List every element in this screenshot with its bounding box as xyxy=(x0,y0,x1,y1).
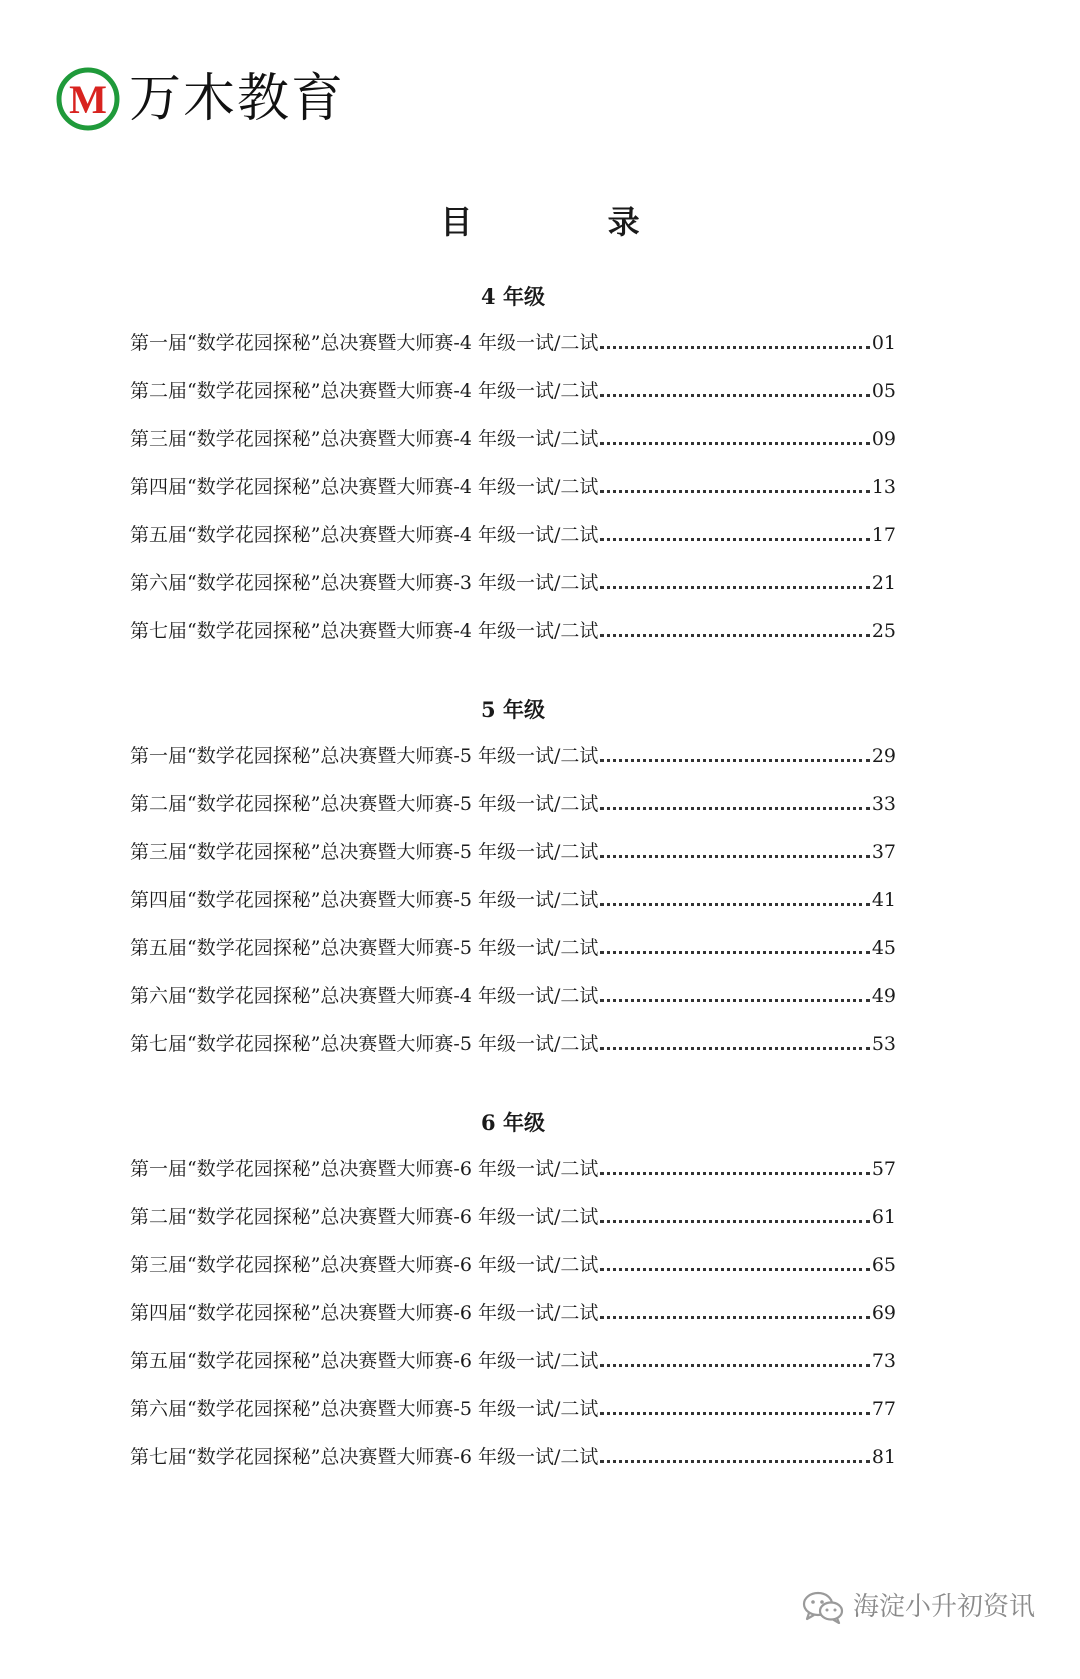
entry-page-number: 13 xyxy=(871,476,896,498)
brand-m-icon xyxy=(55,66,121,132)
entry-label: 第五届“数学花园探秘”总决赛暨大师赛-4 年级一试/二试 xyxy=(130,524,599,546)
entry-page-number: 81 xyxy=(871,1446,896,1468)
entry-page-number: 73 xyxy=(871,1350,896,1372)
entry-page-number: 77 xyxy=(871,1398,896,1420)
entry-page-number: 45 xyxy=(871,937,896,959)
toc-entry[interactable] xyxy=(130,740,896,788)
toc-entry[interactable] xyxy=(130,1028,896,1076)
dot-leader xyxy=(600,586,869,589)
entry-page-number: 25 xyxy=(871,620,896,642)
toc-entry[interactable] xyxy=(130,615,896,663)
dot-leader xyxy=(600,1316,869,1319)
brand-name: 万木教育 xyxy=(129,69,346,129)
dot-leader xyxy=(600,490,869,493)
toc-entry[interactable] xyxy=(130,471,896,519)
entry-label: 第七届“数学花园探秘”总决赛暨大师赛-4 年级一试/二试 xyxy=(130,620,599,642)
dot-leader xyxy=(600,1220,869,1223)
dot-leader xyxy=(600,634,869,637)
entry-page-number: 69 xyxy=(871,1302,896,1324)
dot-leader xyxy=(600,538,869,541)
dot-leader xyxy=(600,1268,869,1271)
entry-page-number: 21 xyxy=(871,572,896,594)
dot-leader xyxy=(600,951,869,954)
entry-label: 第四届“数学花园探秘”总决赛暨大师赛-6 年级一试/二试 xyxy=(130,1302,599,1324)
dot-leader xyxy=(600,807,869,810)
entry-label: 第一届“数学花园探秘”总决赛暨大师赛-4 年级一试/二试 xyxy=(130,332,599,354)
toc-entry[interactable] xyxy=(130,567,896,615)
toc-entry[interactable] xyxy=(130,519,896,567)
dot-leader xyxy=(600,1047,869,1050)
dot-leader xyxy=(600,442,869,445)
toc-entry[interactable] xyxy=(130,1297,896,1345)
entry-page-number: 29 xyxy=(871,745,896,767)
dot-leader xyxy=(600,903,869,906)
section-grade-6 xyxy=(130,1108,896,1489)
dot-leader xyxy=(600,346,869,349)
entry-label: 第四届“数学花园探秘”总决赛暨大师赛-5 年级一试/二试 xyxy=(130,889,599,911)
entry-page-number: 65 xyxy=(871,1254,896,1276)
toc-entry[interactable] xyxy=(130,788,896,836)
entry-label: 第五届“数学花园探秘”总决赛暨大师赛-6 年级一试/二试 xyxy=(130,1350,599,1372)
toc-entry[interactable] xyxy=(130,1153,896,1201)
watermark xyxy=(801,1590,1035,1624)
entry-page-number: 37 xyxy=(871,841,896,863)
entry-label: 第七届“数学花园探秘”总决赛暨大师赛-6 年级一试/二试 xyxy=(130,1446,599,1468)
entry-label: 第三届“数学花园探秘”总决赛暨大师赛-6 年级一试/二试 xyxy=(130,1254,599,1276)
toc-entry[interactable] xyxy=(130,932,896,980)
entry-label: 第二届“数学花园探秘”总决赛暨大师赛-4 年级一试/二试 xyxy=(130,380,599,402)
section-heading: 6 年级 xyxy=(481,1110,545,1135)
dot-leader xyxy=(600,759,869,762)
toc-entry[interactable] xyxy=(130,1393,896,1441)
entry-label: 第五届“数学花园探秘”总决赛暨大师赛-5 年级一试/二试 xyxy=(130,937,599,959)
entry-label: 第六届“数学花园探秘”总决赛暨大师赛-3 年级一试/二试 xyxy=(130,572,599,594)
toc-entry[interactable] xyxy=(130,980,896,1028)
brand-logo xyxy=(55,66,345,132)
section-grade-5 xyxy=(130,695,896,1076)
section-heading: 5 年级 xyxy=(481,697,545,722)
entry-label: 第六届“数学花园探秘”总决赛暨大师赛-5 年级一试/二试 xyxy=(130,1398,599,1420)
dot-leader xyxy=(600,1412,869,1415)
entry-label: 第二届“数学花园探秘”总决赛暨大师赛-5 年级一试/二试 xyxy=(130,793,599,815)
dot-leader xyxy=(600,1364,869,1367)
entry-label: 第二届“数学花园探秘”总决赛暨大师赛-6 年级一试/二试 xyxy=(130,1206,599,1228)
section-grade-4 xyxy=(130,282,896,663)
entry-page-number: 01 xyxy=(871,332,896,354)
toc-entry[interactable] xyxy=(130,884,896,932)
entry-label: 第六届“数学花园探秘”总决赛暨大师赛-4 年级一试/二试 xyxy=(130,985,599,1007)
entry-page-number: 09 xyxy=(871,428,896,450)
entry-page-number: 57 xyxy=(871,1158,896,1180)
entry-label: 第四届“数学花园探秘”总决赛暨大师赛-4 年级一试/二试 xyxy=(130,476,599,498)
section-heading: 4 年级 xyxy=(481,284,545,309)
dot-leader xyxy=(600,855,869,858)
toc-entry[interactable] xyxy=(130,1441,896,1489)
dot-leader xyxy=(600,1460,869,1463)
watermark-text: 海淀小升初资讯 xyxy=(852,1592,1035,1622)
entry-page-number: 41 xyxy=(871,889,896,911)
entry-page-number: 05 xyxy=(871,380,896,402)
entry-page-number: 53 xyxy=(871,1033,896,1055)
toc-entry[interactable] xyxy=(130,1345,896,1393)
dot-leader xyxy=(600,394,869,397)
wechat-icon xyxy=(801,1590,845,1624)
entry-page-number: 61 xyxy=(871,1206,896,1228)
entry-label: 第一届“数学花园探秘”总决赛暨大师赛-6 年级一试/二试 xyxy=(130,1158,599,1180)
toc-entry[interactable] xyxy=(130,1201,896,1249)
svg-text:M: M xyxy=(69,77,107,122)
dot-leader xyxy=(600,1172,869,1175)
entry-label: 第三届“数学花园探秘”总决赛暨大师赛-4 年级一试/二试 xyxy=(130,428,599,450)
entry-page-number: 49 xyxy=(871,985,896,1007)
entry-label: 第七届“数学花园探秘”总决赛暨大师赛-5 年级一试/二试 xyxy=(130,1033,599,1055)
toc-entry[interactable] xyxy=(130,327,896,375)
entry-page-number: 17 xyxy=(871,524,896,546)
toc-entry[interactable] xyxy=(130,1249,896,1297)
toc-entry[interactable] xyxy=(130,375,896,423)
entry-label: 第三届“数学花园探秘”总决赛暨大师赛-5 年级一试/二试 xyxy=(130,841,599,863)
dot-leader xyxy=(600,999,869,1002)
toc-entry[interactable] xyxy=(130,836,896,884)
entry-page-number: 33 xyxy=(871,793,896,815)
toc-title: 目 录 xyxy=(440,203,702,241)
entry-label: 第一届“数学花园探秘”总决赛暨大师赛-5 年级一试/二试 xyxy=(130,745,599,767)
toc-entry[interactable] xyxy=(130,423,896,471)
